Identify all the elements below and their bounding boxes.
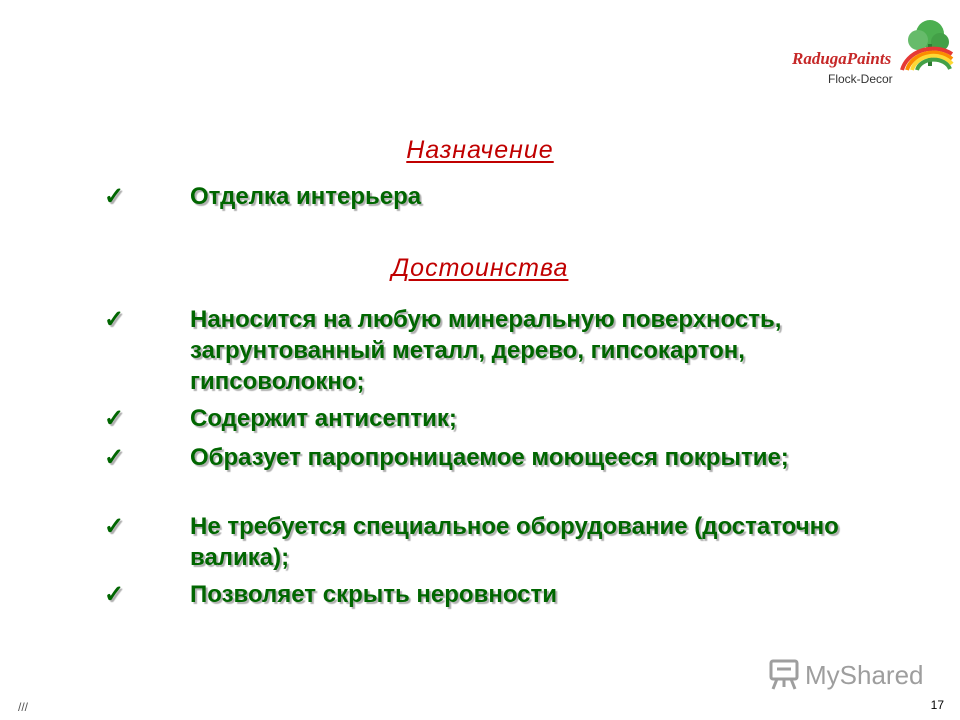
- advantages-heading: [0, 254, 960, 283]
- check-icon: ✓: [104, 183, 125, 210]
- advantages-heading-text: Достоинства: [391, 254, 569, 282]
- check-icon: ✓: [104, 444, 125, 471]
- purpose-item: [104, 181, 844, 212]
- check-icon: ✓: [104, 306, 125, 333]
- advantage-item-text: Позволяет скрыть неровности: [190, 581, 558, 608]
- myshared-watermark: [765, 655, 935, 695]
- raduga-paints-logo: [790, 12, 955, 87]
- logo-subtitle: Flock-Decor: [828, 72, 893, 86]
- advantage-item: [104, 304, 844, 397]
- watermark-text: MyShared: [805, 660, 924, 690]
- advantage-item: [104, 403, 844, 434]
- check-icon: ✓: [104, 581, 125, 608]
- purpose-heading-text: Назначение: [406, 136, 554, 164]
- purpose-item-text: Отделка интерьера: [190, 183, 422, 210]
- logo-brand-text: RadugaPaints: [792, 49, 892, 68]
- advantage-item-text: Не требуется специальное оборудование (достаточно валика);: [190, 513, 839, 571]
- advantage-item: [104, 511, 844, 573]
- advantage-item-text: Содержит антисептик;: [190, 405, 457, 432]
- purpose-heading: [0, 136, 960, 165]
- check-icon: ✓: [104, 405, 125, 432]
- footer-left-text: ///: [18, 700, 29, 714]
- check-icon: ✓: [104, 513, 125, 540]
- advantage-item-text: Наносится на любую минеральную поверхность, загрунтованный металл, дерево, гипсокартон, гипсоволокно;: [190, 306, 782, 395]
- rainbow-tree-icon: [790, 12, 955, 72]
- advantage-item-text: Образует паропроницаемое моющееся покрытие;: [190, 444, 789, 471]
- presentation-board-icon: [771, 661, 797, 689]
- advantage-item: [104, 442, 844, 473]
- advantage-item: [104, 579, 844, 610]
- page-number: 17: [930, 698, 944, 712]
